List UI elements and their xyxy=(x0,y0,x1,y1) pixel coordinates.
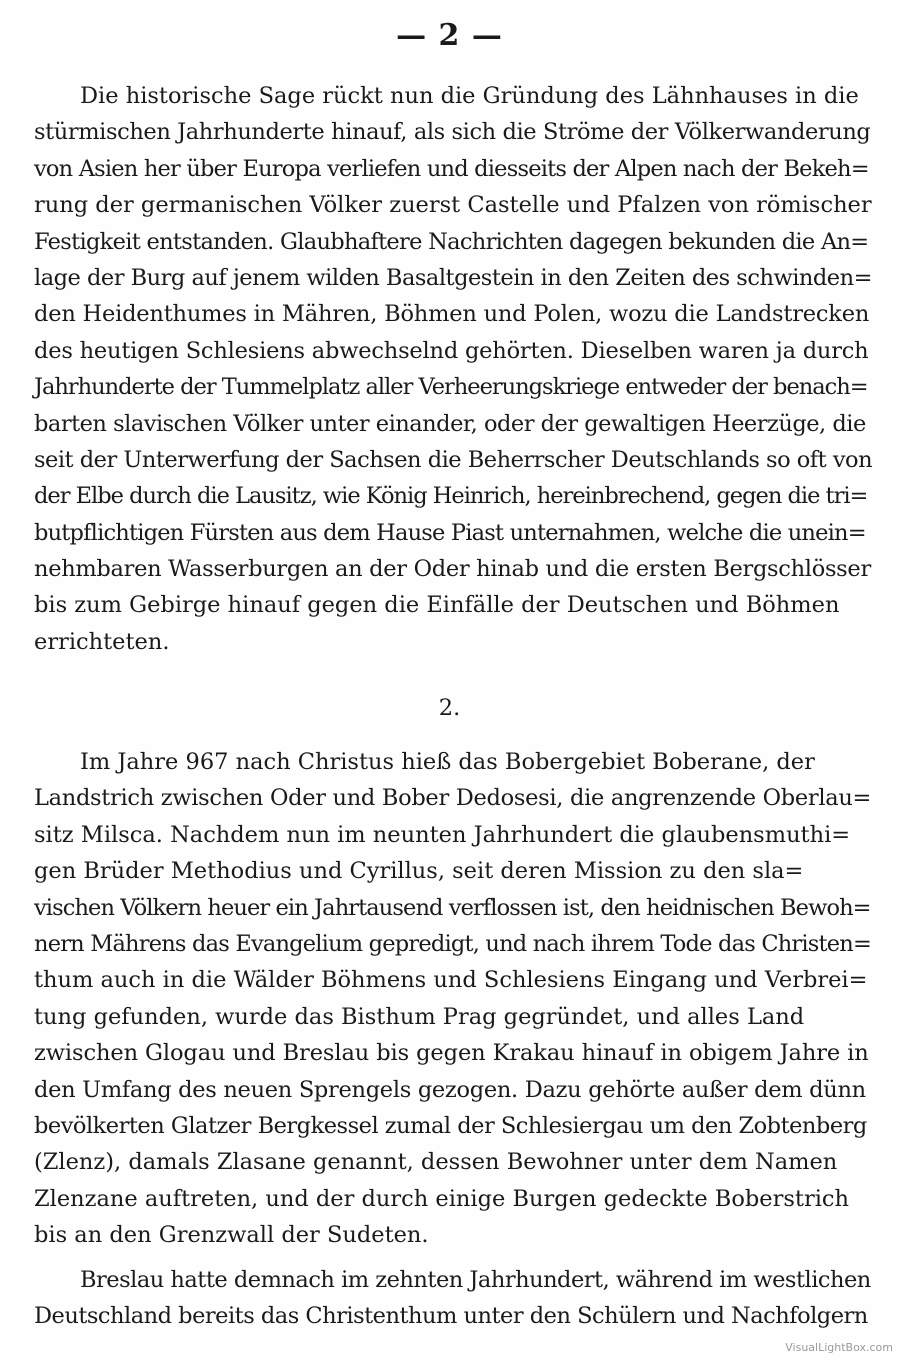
text-line: Breslau hatte demnach im zehnten Jahrhundert, während im westlichen xyxy=(80,1267,871,1293)
text-line: der Elbe durch die Lausitz, wie König Heinrich, hereinbrechend, gegen die tri= xyxy=(34,483,868,510)
text-line: Jahrhunderte der Tummelplatz aller Verheerungskriege entweder der benach= xyxy=(34,374,868,401)
text-line: Zlenzane auftreten, und der durch einige Burgen gedeckte Boberstrich xyxy=(34,1185,849,1212)
text-line: Im Jahre 967 nach Christus hieß das Bobergebiet Boberane, der xyxy=(80,749,815,775)
watermark-text: VisualLightBox.com xyxy=(785,1341,893,1354)
text-line: des heutigen Schlesiens abwechselnd gehörten. Dieselben waren ja durch xyxy=(34,337,869,364)
text-line: vischen Völkern heuer ein Jahrtausend verflossen ist, den heidnischen Bewoh= xyxy=(34,894,871,921)
text-line: bis an den Grenzwall der Sudeten. xyxy=(34,1222,429,1249)
text-line: stürmischen Jahrhunderte hinauf, als sich die Ströme der Völkerwanderung xyxy=(34,119,871,146)
text-line: seit der Unterwerfung der Sachsen die Beherrscher Deutschlands so oft von xyxy=(34,446,873,473)
text-line: bevölkerten Glatzer Bergkessel zumal der Schlesiergau um den Zobtenberg xyxy=(34,1112,867,1139)
text-line: butpflichtigen Fürsten aus dem Hause Piast unternahmen, welche die unein= xyxy=(34,519,866,546)
text-line: lage der Burg auf jenem wilden Basaltgestein in den Zeiten des schwinden= xyxy=(34,264,872,291)
text-line: rung der germanischen Völker zuerst Castelle und Pfalzen von römischer xyxy=(34,192,872,219)
section-number: 2. xyxy=(438,695,461,721)
text-line: den Umfang des neuen Sprengels gezogen. Dazu gehörte außer dem dünn xyxy=(34,1076,866,1103)
text-line: tung gefunden, wurde das Bisthum Prag gegründet, und alles Land xyxy=(34,1003,805,1030)
text-line: errichteten. xyxy=(34,628,170,655)
text-line: von Asien her über Europa verliefen und diesseits der Alpen nach der Bekeh= xyxy=(34,155,869,182)
text-line: nern Mährens das Evangelium gepredigt, und nach ihrem Tode das Christen= xyxy=(34,930,872,957)
page-number-header: — 2 — xyxy=(396,18,503,53)
paragraph-1 xyxy=(34,78,872,660)
text-line: Festigkeit entstanden. Glaubhaftere Nachrichten dagegen bekunden die An= xyxy=(34,228,869,255)
text-line: Deutschland bereits das Christenthum unter den Schülern und Nachfolgern xyxy=(34,1303,868,1330)
paragraph-3 xyxy=(34,1262,872,1335)
text-line: bis zum Gebirge hinauf gegen die Einfälle der Deutschen und Böhmen xyxy=(34,592,840,619)
text-line: gen Brüder Methodius und Cyrillus, seit deren Mission zu den sla= xyxy=(34,858,804,885)
text-line: Die historische Sage rückt nun die Gründung des Lähnhauses in die xyxy=(80,83,859,109)
text-line: barten slavischen Völker unter einander, oder der gewaltigen Heerzüge, die xyxy=(34,410,866,437)
paragraph-2 xyxy=(34,744,872,1253)
text-line: nehmbaren Wasserburgen an der Oder hinab und die ersten Bergschlösser xyxy=(34,556,871,583)
text-line: Landstrich zwischen Oder und Bober Dedosesi, die angrenzende Oberlau= xyxy=(34,785,872,812)
text-line: sitz Milsca. Nachdem nun im neunten Jahrhundert die glaubensmuthi= xyxy=(34,821,851,848)
text-line: thum auch in die Wälder Böhmens und Schlesiens Eingang und Verbrei= xyxy=(34,967,868,994)
text-line: den Heidenthumes in Mähren, Böhmen und Polen, wozu die Landstrecken xyxy=(34,301,870,328)
text-line: zwischen Glogau und Breslau bis gegen Krakau hinauf in obigem Jahre in xyxy=(34,1040,869,1067)
text-line: (Zlenz), damals Zlasane genannt, dessen Bewohner unter dem Namen xyxy=(34,1149,838,1176)
